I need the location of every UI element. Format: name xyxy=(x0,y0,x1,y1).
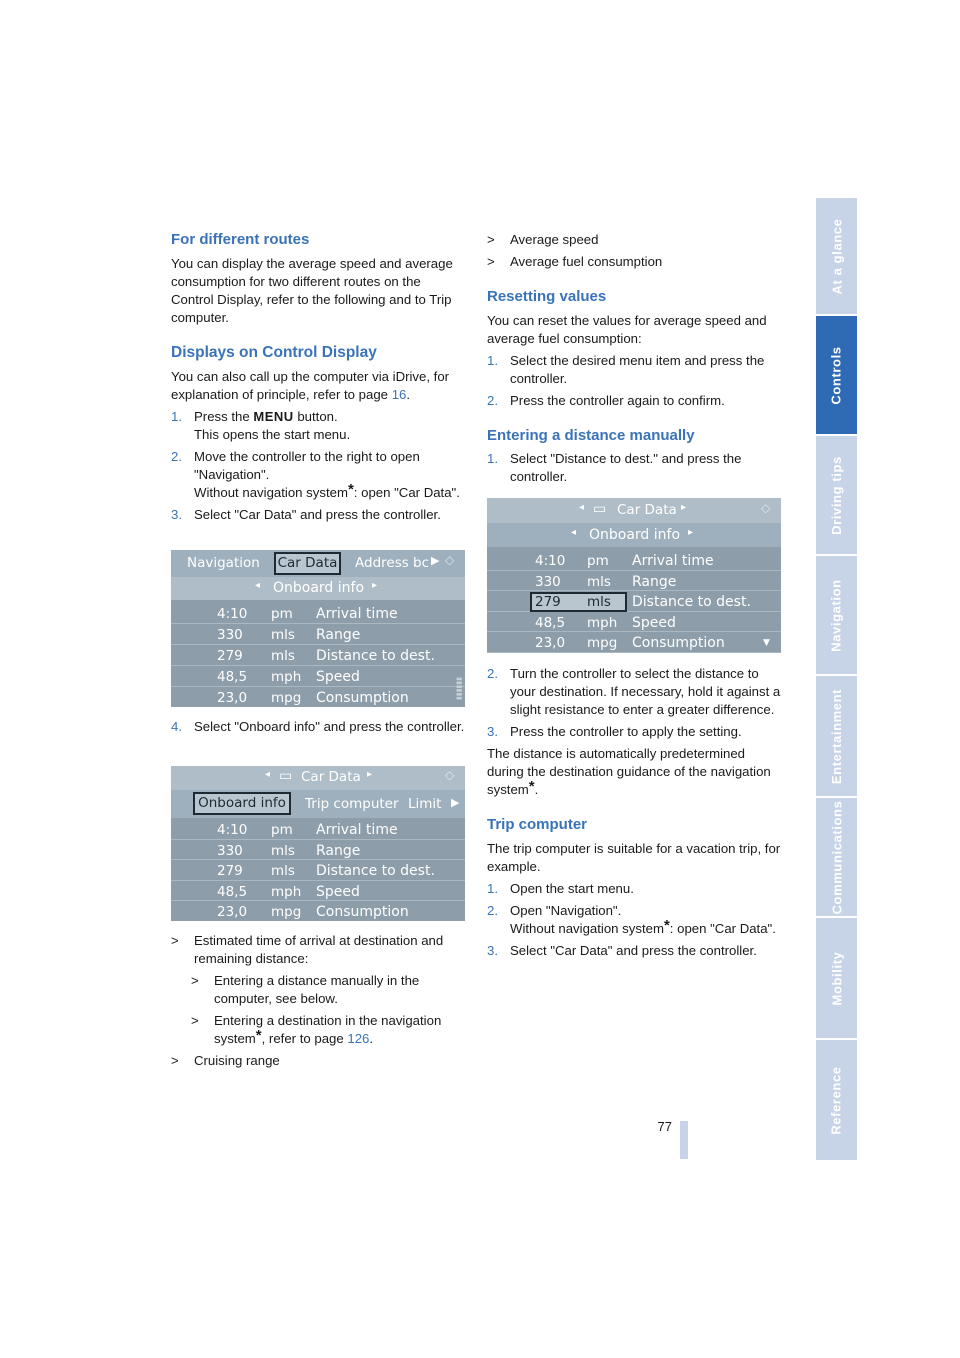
tab-onboard-info-selected: Onboard info xyxy=(193,792,291,815)
arrow-right-icon: ▶ xyxy=(451,796,460,809)
row-divider xyxy=(171,686,465,687)
step-1: 1. Press the MENU button. This opens the start menu. xyxy=(171,409,351,442)
controller-icon: ◇ xyxy=(445,553,455,567)
manual-step-2: 2. Turn the controller to select the distance to your destination. If necessary, hold it against a slight resistance to enter a greater difference. xyxy=(487,666,781,717)
left-column-step4 xyxy=(171,718,466,736)
arrow-right-icon: ▸ xyxy=(372,580,378,591)
row-value: 330 xyxy=(535,573,561,590)
row-label: Range xyxy=(316,842,361,859)
row-unit: mls xyxy=(271,863,295,879)
controller-icon: ◇ xyxy=(761,501,771,515)
paragraph-routes: You can display the average speed and average consumption for two different routes on the Control Display, refer to the following and to Trip computer. xyxy=(171,256,453,325)
tab-entertainment[interactable]: Entertainment xyxy=(816,676,857,796)
row-label: Arrival time xyxy=(316,606,398,622)
row-label: Distance to dest. xyxy=(632,594,751,611)
row-value: 4:10 xyxy=(217,822,248,838)
paragraph-trip: The trip computer is suitable for a vacation trip, for example. xyxy=(487,841,781,874)
step-4: 4. Select "Onboard info" and press the controller. xyxy=(171,719,465,734)
controller-icon: ◇ xyxy=(445,768,455,782)
tab-limit-label: Limit xyxy=(408,796,442,812)
row-value: 4:10 xyxy=(217,606,248,622)
bullet-cruising-range: > Cruising range xyxy=(171,1053,280,1068)
page-link-16[interactable]: 16 xyxy=(391,387,407,402)
asterisk-icon: * xyxy=(528,778,535,795)
asterisk-icon: * xyxy=(663,917,670,934)
heading-displays-on-control-display: Displays on Control Display xyxy=(171,344,377,361)
row-value: 279 xyxy=(217,863,243,879)
paragraph-displays: You can also call up the computer via iDrive, for explanation of principle, refer to page 16. xyxy=(171,369,450,402)
row-divider xyxy=(171,900,465,901)
row-unit: mls xyxy=(587,594,611,611)
row-unit: mph xyxy=(271,883,302,900)
page-number: 77 xyxy=(657,1119,672,1134)
arrow-right-icon: ▶ xyxy=(431,554,440,567)
row-divider xyxy=(171,644,465,645)
tab-controls[interactable]: Controls xyxy=(816,316,857,434)
row-divider xyxy=(171,839,465,840)
arrow-left-icon: ◂ xyxy=(265,769,271,780)
row-label: Speed xyxy=(316,669,360,685)
row-value: 330 xyxy=(217,627,243,643)
row-label: Speed xyxy=(316,883,360,900)
row-label: Consumption xyxy=(632,635,725,652)
left-column-bullets xyxy=(171,932,466,1070)
row-unit: mpg xyxy=(587,635,618,652)
submenu-onboard-info: Onboard info xyxy=(273,580,365,596)
row-value: 48,5 xyxy=(217,669,248,685)
step-3: 3. Select "Car Data" and press the controller. xyxy=(171,507,441,522)
row-divider xyxy=(171,665,465,666)
page-link-126[interactable]: 126 xyxy=(347,1031,370,1046)
control-display-screenshot-2 xyxy=(171,766,465,921)
image-code: ▮▮▮▮▮▮ xyxy=(455,676,463,700)
arrow-left-icon: ◂ xyxy=(579,502,585,513)
menu-key: MENU xyxy=(253,409,294,424)
chapter-tabs xyxy=(816,198,857,1160)
row-unit: mls xyxy=(271,648,295,664)
tab-navigation-label: Navigation xyxy=(187,555,260,571)
row-label: Arrival time xyxy=(316,822,398,838)
heading-trip-computer: Trip computer xyxy=(487,816,588,833)
row-divider xyxy=(171,921,465,922)
trip-step-3: 3. Select "Car Data" and press the controller. xyxy=(487,943,757,958)
tab-trip-computer-label: Trip computer xyxy=(305,796,399,812)
arrow-right-icon: ▸ xyxy=(367,769,373,780)
arrow-left-icon: ◂ xyxy=(255,580,261,591)
tab-car-data-selected: Car Data xyxy=(274,552,341,575)
row-label: Arrival time xyxy=(632,553,714,569)
page-marker-bar xyxy=(680,1121,688,1159)
row-unit: mls xyxy=(271,627,295,643)
row-divider xyxy=(171,880,465,881)
tab-at-a-glance[interactable]: At a glance xyxy=(816,198,857,314)
row-value: 279 xyxy=(217,648,243,664)
bullet-destination: > Entering a destination in the navigation system*, refer to page 126. xyxy=(191,1013,442,1046)
bullet-arrival: > Estimated time of arrival at destination and remaining distance: xyxy=(171,933,444,966)
row-divider xyxy=(487,590,781,591)
heading-resetting-values: Resetting values xyxy=(487,288,607,305)
manual-step-3: 3. Press the controller to apply the setting. xyxy=(487,724,742,739)
bullet-average-fuel: > Average fuel consumption xyxy=(487,254,663,269)
row-value: 330 xyxy=(217,842,243,859)
top-car-data: Car Data xyxy=(301,769,361,785)
heading-for-different-routes: For different routes xyxy=(171,231,310,248)
row-value: 4:10 xyxy=(535,553,566,569)
row-unit: mpg xyxy=(271,904,302,920)
row-unit: mpg xyxy=(271,690,302,706)
top-car-data: Car Data xyxy=(617,502,677,518)
row-divider xyxy=(171,859,465,860)
arrow-right-icon: ▸ xyxy=(688,527,694,538)
row-unit: pm xyxy=(271,822,293,838)
row-label: Speed xyxy=(632,614,676,631)
row-value: 279 xyxy=(535,594,561,611)
row-unit: pm xyxy=(587,553,609,569)
row-divider xyxy=(487,652,781,653)
left-column xyxy=(171,230,466,524)
control-display-screenshot-1 xyxy=(171,550,465,707)
row-unit: mls xyxy=(587,573,611,590)
tab-mobility[interactable]: Mobility xyxy=(816,918,857,1038)
row-label: Distance to dest. xyxy=(316,863,435,879)
manual-step-1: 1. Select "Distance to dest." and press the controller. xyxy=(487,451,742,484)
row-value: 23,0 xyxy=(217,904,248,920)
arrow-left-icon: ◂ xyxy=(571,527,577,538)
submenu-onboard-info: Onboard info xyxy=(589,527,681,543)
tab-address-book-label: Address bc xyxy=(355,555,430,571)
row-unit: mls xyxy=(271,842,295,859)
trip-step-1: 1. Open the start menu. xyxy=(487,881,634,896)
row-value: 48,5 xyxy=(217,883,248,900)
car-icon: ▭ xyxy=(593,501,607,517)
bullet-average-speed: > Average speed xyxy=(487,232,599,247)
tab-driving-tips[interactable]: Driving tips xyxy=(816,436,857,554)
row-value: 48,5 xyxy=(535,614,566,631)
row-value: 23,0 xyxy=(217,690,248,706)
row-unit: mph xyxy=(587,614,618,631)
row-value: 23,0 xyxy=(535,635,566,652)
tab-communications[interactable]: Communications xyxy=(816,798,857,916)
scroll-down-icon: ▼ xyxy=(763,638,770,648)
paragraph-reset: You can reset the values for average speed and average fuel consumption: xyxy=(487,313,767,346)
bullet-manual-distance: > Entering a distance manually in the computer, see below. xyxy=(191,973,420,1006)
row-unit: pm xyxy=(271,606,293,622)
control-display-screenshot-3 xyxy=(487,498,781,653)
tab-navigation[interactable]: Navigation xyxy=(816,556,857,674)
row-unit: mph xyxy=(271,669,302,685)
arrow-right-icon: ▸ xyxy=(681,502,687,513)
row-label: Range xyxy=(632,573,677,590)
row-label: Range xyxy=(316,627,361,643)
paragraph-automatic-distance: The distance is automatically predetermined during the destination guidance of the navigation system*. xyxy=(487,746,771,797)
tab-reference[interactable]: Reference xyxy=(816,1040,857,1160)
trip-step-2: 2. Open "Navigation". Without navigation system*: open "Car Data". xyxy=(487,903,776,936)
step-2: 2. Move the controller to the right to open "Navigation". Without navigation system*: open "Car Data". xyxy=(171,449,460,500)
reset-step-1: 1. Select the desired menu item and press the controller. xyxy=(487,353,765,386)
right-column xyxy=(487,231,782,486)
car-icon: ▭ xyxy=(279,768,293,784)
reset-step-2: 2. Press the controller again to confirm. xyxy=(487,393,725,408)
asterisk-icon: * xyxy=(255,1027,262,1044)
row-label: Consumption xyxy=(316,690,409,706)
row-divider xyxy=(487,631,781,632)
asterisk-icon: * xyxy=(347,481,354,498)
row-label: Consumption xyxy=(316,904,409,920)
heading-entering-distance-manually: Entering a distance manually xyxy=(487,427,695,444)
right-column-lower xyxy=(487,665,782,960)
row-label: Distance to dest. xyxy=(316,648,435,664)
row-divider xyxy=(487,570,781,571)
row-divider xyxy=(171,623,465,624)
